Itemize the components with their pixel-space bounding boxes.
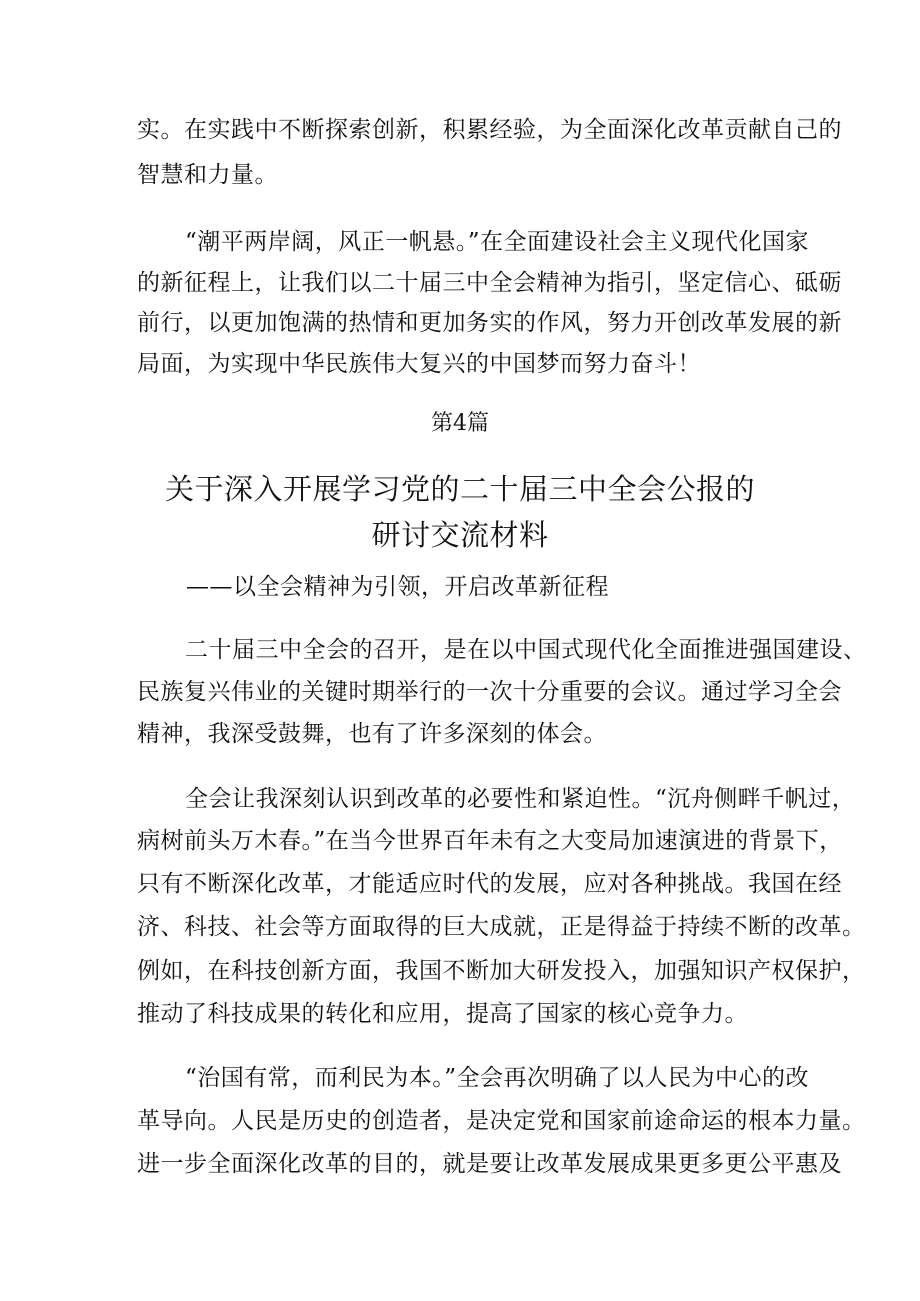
text-line: 民族复兴伟业的关键时期举行的一次十分重要的会议。通过学习全会 (137, 679, 842, 705)
text-line: 只有不断深化改革，才能适应时代的发展，应对各种挑战。我国在经 (137, 871, 842, 897)
text-line: 病树前头万木春。”在当今世界百年未有之大变局加速演进的背景下， (137, 828, 843, 854)
section-label: 第4篇 (431, 411, 489, 436)
text-line: “潮平两岸阔，风正一帆悬。”在全面建设社会主义现代化国家 (185, 229, 810, 255)
text-line: 革导向。人民是历史的创造者，是决定党和国家前途命运的根本力量。 (137, 1108, 866, 1134)
document-title-line-2: 研讨交流材料 (371, 518, 549, 552)
text-line: “治国有常，而利民为本。”全会再次明确了以人民为中心的改 (185, 1065, 810, 1091)
text-line: 的新征程上，让我们以二十届三中全会精神为指引，坚定信心、砥砺 (137, 270, 842, 296)
document-subtitle: ——以全会精神为引领，开启改革新征程 (186, 574, 609, 600)
text-line: 进一步全面深化改革的目的，就是要让改革发展成果更多更公平惠及 (137, 1151, 842, 1177)
text-line: 前行，以更加饱满的热情和更加务实的作风，努力开创改革发展的新 (137, 310, 842, 336)
text-line: 精神，我深受鼓舞，也有了许多深刻的体会。 (137, 721, 607, 747)
text-line: 全会让我深刻认识到改革的必要性和紧迫性。“沉舟侧畔千帆过， (185, 786, 856, 812)
text-line: 二十届三中全会的召开，是在以中国式现代化全面推进强国建设、 (185, 637, 867, 663)
text-line: 例如，在科技创新方面，我国不断加大研发投入，加强知识产权保护， (137, 958, 866, 984)
text-line: 局面，为实现中华民族伟大复兴的中国梦而努力奋斗！ (137, 351, 701, 377)
document-title-line-1: 关于深入开展学习党的二十届三中全会公报的 (164, 472, 755, 506)
text-line: 济、科技、社会等方面取得的巨大成就，正是得益于持续不断的改革。 (137, 914, 866, 940)
text-line: 智慧和力量。 (137, 162, 278, 188)
text-line: 推动了科技成果的转化和应用，提高了国家的核心竞争力。 (137, 1001, 748, 1027)
text-line: 实。在实践中不断探索创新，积累经验，为全面深化改革贡献自己的 (137, 117, 842, 143)
